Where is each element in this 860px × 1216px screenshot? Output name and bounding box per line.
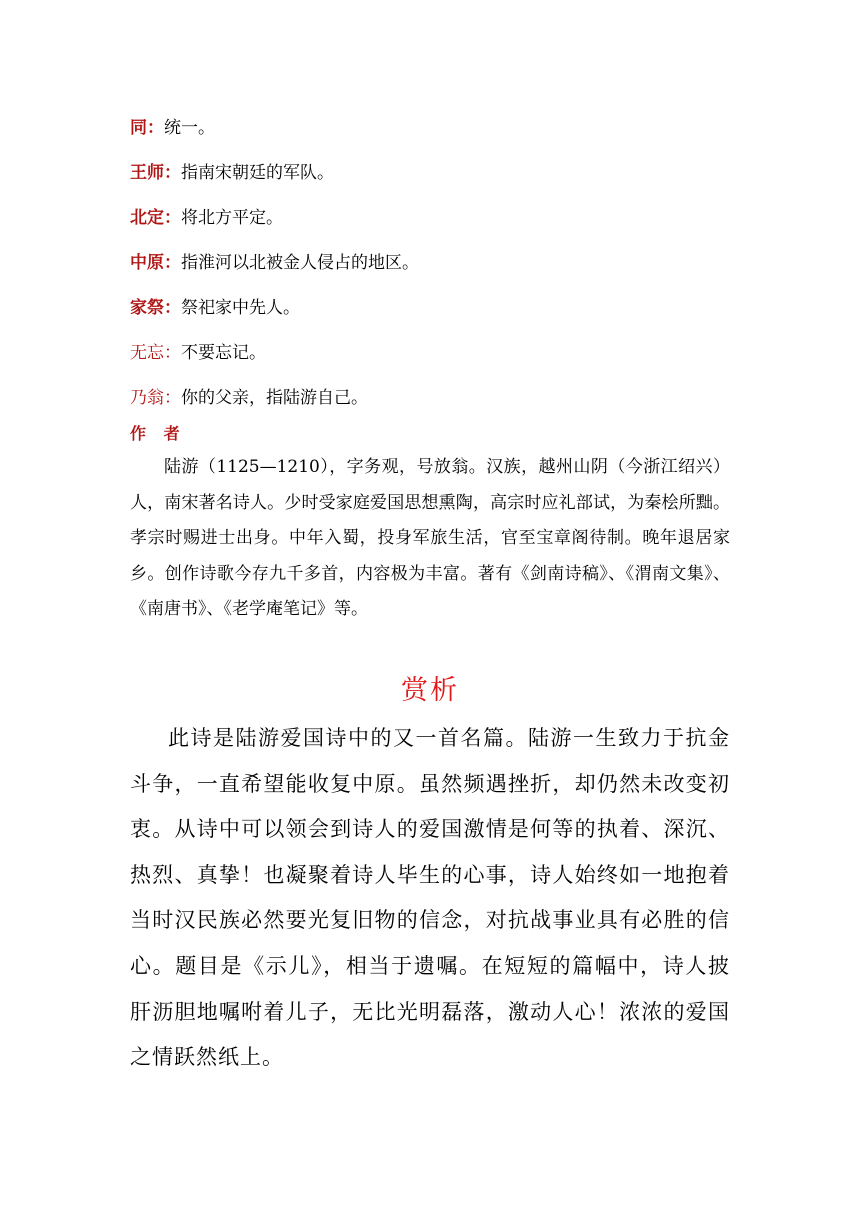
author-bio-paragraph: 陆游（1125—1210），字务观，号放翁。汉族，越州山阴（今浙江绍兴）人，南宋著名诗人。少时受家庭爱国思想熏陶，高宗时应礼部试，为秦桧所黜。孝宗时赐进士出身。中年入蜀，投身军旅生活，官至宝章阁待制。晚年退居家乡。创作诗歌今存九千多首，内容极为丰富。著有《剑南诗稿》、《渭南文集》、《南唐书》、《老学庵笔记》等。 bbox=[130, 457, 730, 619]
gloss-definition: 指淮河以北被金人侵占的地区。 bbox=[181, 253, 419, 273]
gloss-definition: 将北方平定。 bbox=[181, 208, 283, 228]
gloss-term: 家祭： bbox=[130, 298, 181, 318]
gloss-term: 王师： bbox=[130, 163, 181, 183]
gloss-entry bbox=[130, 161, 334, 185]
gloss-term: 北定： bbox=[130, 208, 181, 228]
gloss-entry bbox=[130, 296, 300, 320]
gloss-term: 无忘： bbox=[130, 343, 181, 363]
gloss-entry bbox=[130, 206, 283, 230]
gloss-definition: 不要忘记。 bbox=[181, 343, 266, 363]
gloss-term: 乃翁： bbox=[130, 388, 181, 408]
gloss-definition: 统一。 bbox=[164, 118, 215, 138]
gloss-entry bbox=[130, 251, 419, 275]
analysis-paragraph: 此诗是陆游爱国诗中的又一首名篇。陆游一生致力于抗金斗争，一直希望能收复中原。虽然频遇挫折，却仍然未改变初衷。从诗中可以领会到诗人的爱国激情是何等的执着、深沉、热烈、真挚！也凝聚着诗人毕生的心事，诗人始终如一地抱着当时汉民族必然要光复旧物的信念，对抗战事业具有必胜的信心。题目是《示儿》，相当于遗嘱。在短短的篇幅中，诗人披肝沥胆地嘱咐着儿子，无比光明磊落，激动人心！浓浓的爱国之情跃然纸上。 bbox=[130, 726, 730, 1070]
gloss-definition: 指南宋朝廷的军队。 bbox=[181, 163, 334, 183]
gloss-definition: 你的父亲，指陆游自己。 bbox=[181, 388, 368, 408]
gloss-entry bbox=[130, 116, 215, 140]
gloss-term: 同： bbox=[130, 118, 164, 138]
gloss-entry bbox=[130, 386, 368, 410]
gloss-term: 中原： bbox=[130, 253, 181, 273]
author-heading: 作 者 bbox=[130, 424, 186, 443]
gloss-definition: 祭祀家中先人。 bbox=[181, 298, 300, 318]
gloss-entry bbox=[130, 341, 266, 365]
analysis-title: 赏析 bbox=[401, 675, 459, 706]
